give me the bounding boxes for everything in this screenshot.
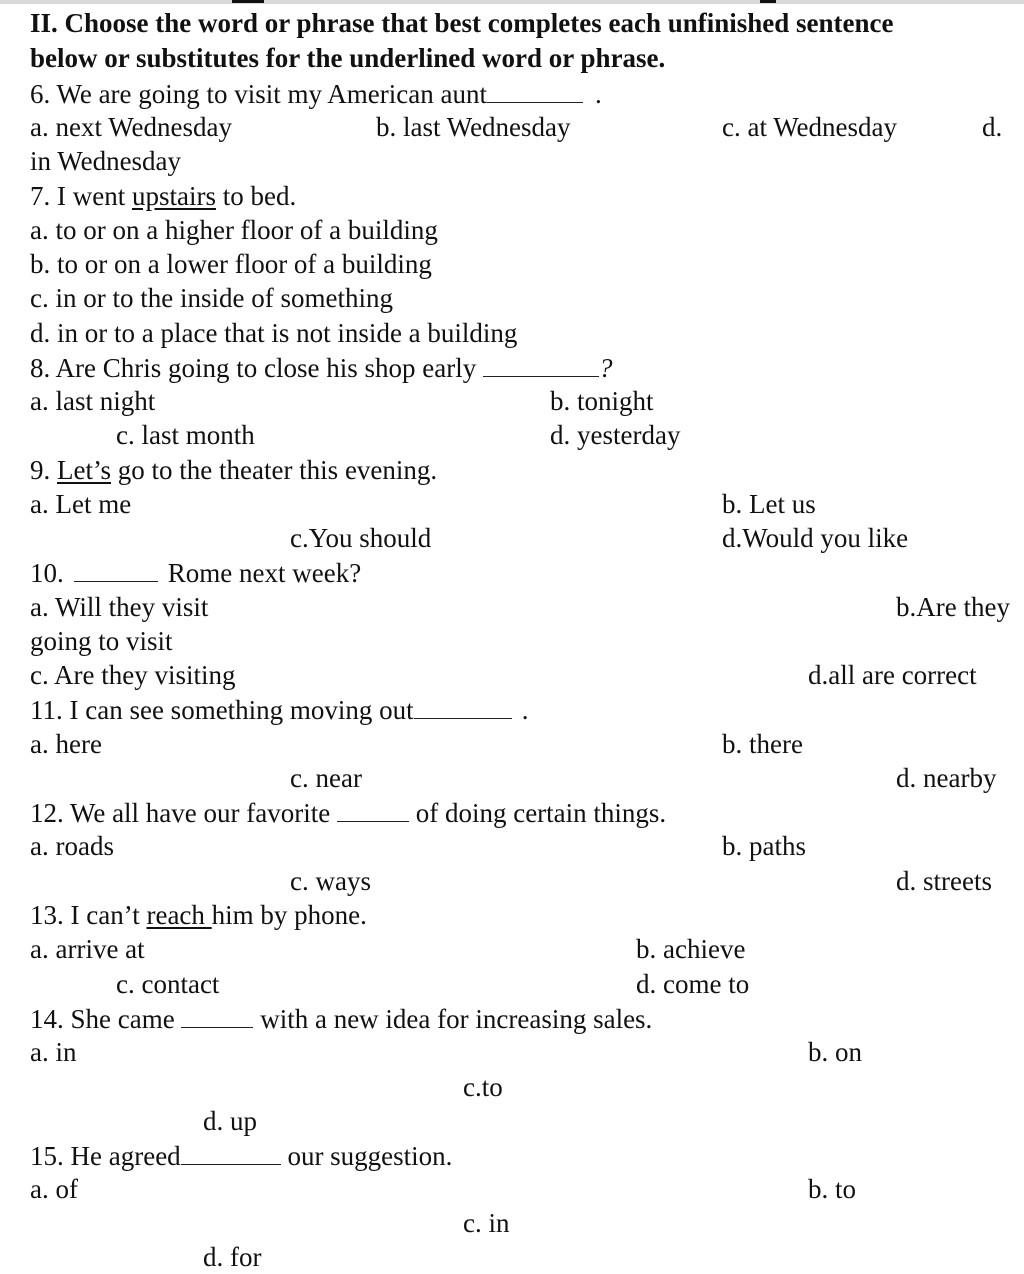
option-6a[interactable]: a. next Wednesday — [30, 112, 233, 142]
option-10b-text[interactable]: going to visit — [30, 626, 173, 656]
top-edge-mark — [232, 0, 264, 3]
underlined-word: Let’s — [57, 455, 111, 485]
answer-blank[interactable] — [487, 76, 583, 103]
question-text: 7. I went — [30, 181, 132, 211]
underlined-word: reach — [146, 900, 212, 930]
question-text: 9. — [30, 455, 57, 485]
option-12c[interactable]: c. ways — [290, 866, 371, 896]
option-10d[interactable]: d.all are correct — [808, 660, 977, 690]
answer-blank[interactable] — [483, 350, 599, 377]
option-14d[interactable]: d. up — [203, 1106, 257, 1136]
question-13 — [30, 898, 367, 932]
option-10b-label[interactable]: b.Are they — [896, 592, 1010, 622]
section-title-line2: below or substitutes for the underlined word or phrase. — [30, 43, 666, 73]
question-text-end: our suggestion. — [280, 1141, 453, 1171]
option-13a[interactable]: a. arrive at — [30, 934, 145, 964]
question-7 — [30, 179, 296, 213]
option-13d[interactable]: d. come to — [636, 969, 750, 999]
question-text-end: . — [521, 695, 529, 725]
question-text-end: ? — [598, 353, 613, 383]
option-10a[interactable]: a. Will they visit — [30, 592, 209, 622]
question-6 — [30, 76, 602, 111]
option-8a[interactable]: a. last night — [30, 386, 156, 416]
question-text: 6. We are going to visit my American aunt — [30, 79, 487, 109]
question-text-end: with a new idea for increasing sales. — [253, 1004, 653, 1034]
question-15 — [30, 1138, 452, 1173]
answer-blank[interactable] — [181, 1001, 253, 1028]
question-12 — [30, 795, 666, 830]
option-12b[interactable]: b. paths — [722, 831, 806, 861]
question-10 — [30, 555, 361, 590]
answer-blank[interactable] — [337, 795, 409, 822]
question-text-end: of doing certain things. — [408, 798, 667, 828]
option-6b[interactable]: b. last Wednesday — [376, 112, 571, 142]
question-text-end: Rome next week? — [167, 558, 362, 588]
option-13c[interactable]: c. contact — [116, 969, 220, 999]
option-9c[interactable]: c.You should — [290, 523, 432, 553]
option-9b[interactable]: b. Let us — [722, 489, 816, 519]
question-8 — [30, 350, 612, 385]
option-14c[interactable]: c.to — [463, 1072, 503, 1102]
option-9d[interactable]: d.Would you like — [722, 523, 909, 553]
option-14a[interactable]: a. in — [30, 1037, 77, 1067]
option-12d[interactable]: d. streets — [896, 866, 992, 896]
option-12a[interactable]: a. roads — [30, 831, 114, 861]
question-text-end: . — [594, 79, 602, 109]
answer-blank[interactable] — [414, 692, 512, 719]
option-14b[interactable]: b. on — [808, 1037, 862, 1067]
question-9 — [30, 453, 437, 487]
option-15a[interactable]: a. of — [30, 1174, 78, 1204]
option-13b[interactable]: b. achieve — [636, 934, 746, 964]
question-text: 13. I can’t — [30, 900, 147, 930]
question-text: 8. Are Chris going to close his shop early — [30, 353, 483, 383]
option-15d[interactable]: d. for — [203, 1242, 262, 1272]
option-6c[interactable]: c. at Wednesday — [722, 112, 898, 142]
option-11b[interactable]: b. there — [722, 729, 803, 759]
option-15c[interactable]: c. in — [463, 1208, 510, 1238]
option-8c[interactable]: c. last month — [116, 420, 255, 450]
question-text: 12. We all have our favorite — [30, 798, 337, 828]
option-11c[interactable]: c. near — [290, 763, 362, 793]
option-9a[interactable]: a. Let me — [30, 489, 132, 519]
question-text-end: to bed. — [215, 181, 297, 211]
answer-blank[interactable] — [74, 555, 158, 582]
page-top-edge — [0, 0, 1024, 4]
question-text-end: him by phone. — [211, 900, 367, 930]
section-title-line1: II. Choose the word or phrase that best completes each unfinished sentence — [30, 8, 894, 38]
question-text: 14. She came — [30, 1004, 182, 1034]
option-6d-label[interactable]: d. — [982, 112, 1003, 142]
question-text-end: go to the theater this evening. — [111, 455, 438, 485]
option-11d[interactable]: d. nearby — [896, 763, 997, 793]
underlined-word: upstairs — [131, 181, 216, 211]
option-8b[interactable]: b. tonight — [550, 386, 654, 416]
answer-blank[interactable] — [181, 1138, 281, 1165]
option-6d-text[interactable]: in Wednesday — [30, 146, 182, 176]
question-number: 10. — [30, 558, 64, 588]
question-text: 15. He agreed — [30, 1141, 181, 1171]
question-14 — [30, 1001, 652, 1036]
option-7a[interactable]: a. to or on a higher floor of a building — [30, 215, 438, 245]
question-11 — [30, 692, 528, 727]
question-text: 11. I can see something moving out — [30, 695, 414, 725]
option-7c[interactable]: c. in or to the inside of something — [30, 283, 393, 313]
option-7b[interactable]: b. to or on a lower floor of a building — [30, 249, 432, 279]
option-10c[interactable]: c. Are they visiting — [30, 660, 236, 690]
option-11a[interactable]: a. here — [30, 729, 102, 759]
option-7d[interactable]: d. in or to a place that is not inside a building — [30, 318, 518, 348]
top-edge-mark — [760, 0, 776, 3]
option-15b[interactable]: b. to — [808, 1174, 857, 1204]
option-8d[interactable]: d. yesterday — [550, 420, 681, 450]
